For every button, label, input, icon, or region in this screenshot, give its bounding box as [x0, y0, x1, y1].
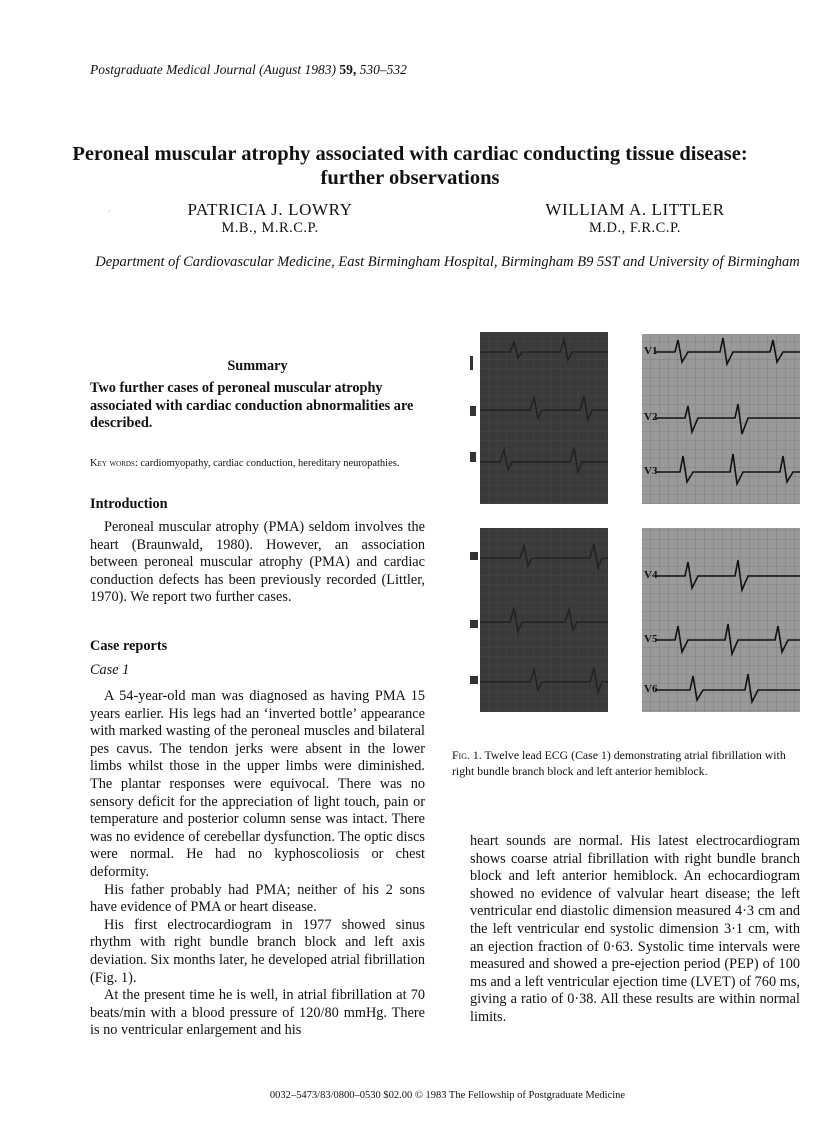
keywords-text: cardiomyopathy, cardiac conduction, hereditary neuropathies.	[140, 458, 400, 469]
case-1-paragraph-3: His first electrocardiogram in 1977 showed sinus rhythm with right bundle branch block and left axis deviation. Six months later, he developed atrial fibrillation (Fig. 1).	[90, 916, 425, 986]
author-1-degrees: M.B., M.R.C.P.	[221, 220, 319, 236]
case-1-paragraph-1: A 54-year-old man was diagnosed as having PMA 15 years earlier. His legs had an ‘inverted bottle’ appearance with marked wasting of the peroneal muscles and bilateral pes cavus. The tendon jerks were absent in the lower limbs whilst those in the upper limbs were diminished. The plantar responses were equivocal. There was no sensory deficit for the appreciation of light touch, pain or temperature and posterior column sense was intact. There was no evidence of cerebellar dysfunction. The optic discs were normal. He had no kyphoscoliosis or chest deformity.	[90, 688, 425, 880]
case-reports-heading: Case reports	[90, 638, 168, 654]
case-1-body	[90, 688, 425, 1040]
ecg-figure-image	[470, 332, 800, 712]
introduction-text	[90, 519, 425, 607]
calibration-mark-2	[470, 406, 476, 416]
journal-header	[90, 62, 407, 78]
journal-name: Postgraduate Medical Journal	[90, 62, 256, 77]
introduction-paragraph: Peroneal muscular atrophy (PMA) seldom involves the heart (Braunwald, 1980). However, an association between peroneal muscular atrophy (PMA) and cardiac conduction defects has been previously recorded (Littler, 1970). We report two further cases.	[90, 519, 425, 606]
lead-label-v1: V1	[644, 345, 658, 357]
lead-label-v4: V4	[644, 569, 658, 581]
calibration-mark-1	[470, 356, 473, 370]
introduction-heading: Introduction	[90, 496, 168, 512]
journal-date: (August 1983)	[259, 62, 336, 77]
figure-caption-label: Fig. 1.	[452, 748, 482, 762]
keywords-label: Key words:	[90, 458, 138, 469]
author-1	[160, 201, 380, 237]
case-1-continuation: heart sounds are normal. His latest electrocardiogram shows coarse atrial fibrillation with right bundle branch block and left anterior hemiblock. An echocardiogram showed no evidence of valvular heart disease; the left ventricular end diastolic dimension measured 4·3 cm and the left ventricular end systolic dimension 3·1 cm, with an ejection fraction of 0·63. Systolic time intervals were measured and showed a pre-ejection period (PEP) of 100 ms and a left ventricular ejection time (LVET) of 760 ms, giving a ratio of 0·38. All these results are within normal limits.	[470, 833, 800, 1025]
calibration-mark-3	[470, 452, 476, 462]
keywords	[90, 456, 425, 471]
figure-caption	[452, 748, 810, 779]
case-1-paragraph-4: At the present time he is well, in atrial fibrillation at 70 beats/min with a blood pressure of 120/80 mmHg. There is no ventricular enlargement and his	[90, 987, 425, 1039]
journal-volume: 59,	[339, 62, 357, 77]
lead-label-v6: V6	[644, 683, 658, 695]
copyright-footer: 0032–5473/83/0800–0530 $02.00 © 1983 The Fellowship of Postgraduate Medicine	[269, 1090, 626, 1101]
title-line-2: further observations	[320, 167, 500, 189]
summary-text: Two further cases of peroneal muscular atrophy associated with cardiac conduction abnormalities are described.	[90, 380, 414, 432]
ecg-panel-limb-2	[480, 528, 608, 712]
figure-caption-text: Twelve lead ECG (Case 1) demonstrating atrial fibrillation with right bundle branch block and left anterior hemiblock.	[452, 748, 786, 778]
ecg-figure	[470, 332, 800, 712]
calibration-mark-5	[470, 620, 478, 628]
author-2-name: WILLIAM A. LITTLER	[545, 200, 725, 219]
summary-heading: Summary	[227, 358, 288, 374]
article-title	[60, 142, 760, 190]
speck-mark: ·	[108, 207, 111, 216]
affiliation: Department of Cardiovascular Medicine, East Birmingham Hospital, Birmingham B9 5ST and University of Birmingham	[95, 254, 800, 270]
ecg-panel-precordial-2	[642, 528, 800, 712]
calibration-mark-6	[470, 676, 478, 684]
author-1-name: PATRICIA J. LOWRY	[187, 200, 353, 219]
journal-pages: 530–532	[359, 62, 407, 77]
author-2	[500, 201, 770, 237]
lead-label-v3: V3	[644, 465, 658, 477]
title-line-1: Peroneal muscular atrophy associated with cardiac conducting tissue disease:	[72, 143, 748, 165]
author-2-degrees: M.D., F.R.C.P.	[588, 220, 682, 236]
calibration-mark-4	[470, 552, 478, 560]
lead-label-v2: V2	[644, 411, 658, 423]
lead-label-v5: V5	[644, 633, 658, 645]
case-1-heading: Case 1	[90, 662, 130, 678]
case-1-paragraph-2: His father probably had PMA; neither of his 2 sons have evidence of PMA or heart disease.	[90, 881, 425, 916]
